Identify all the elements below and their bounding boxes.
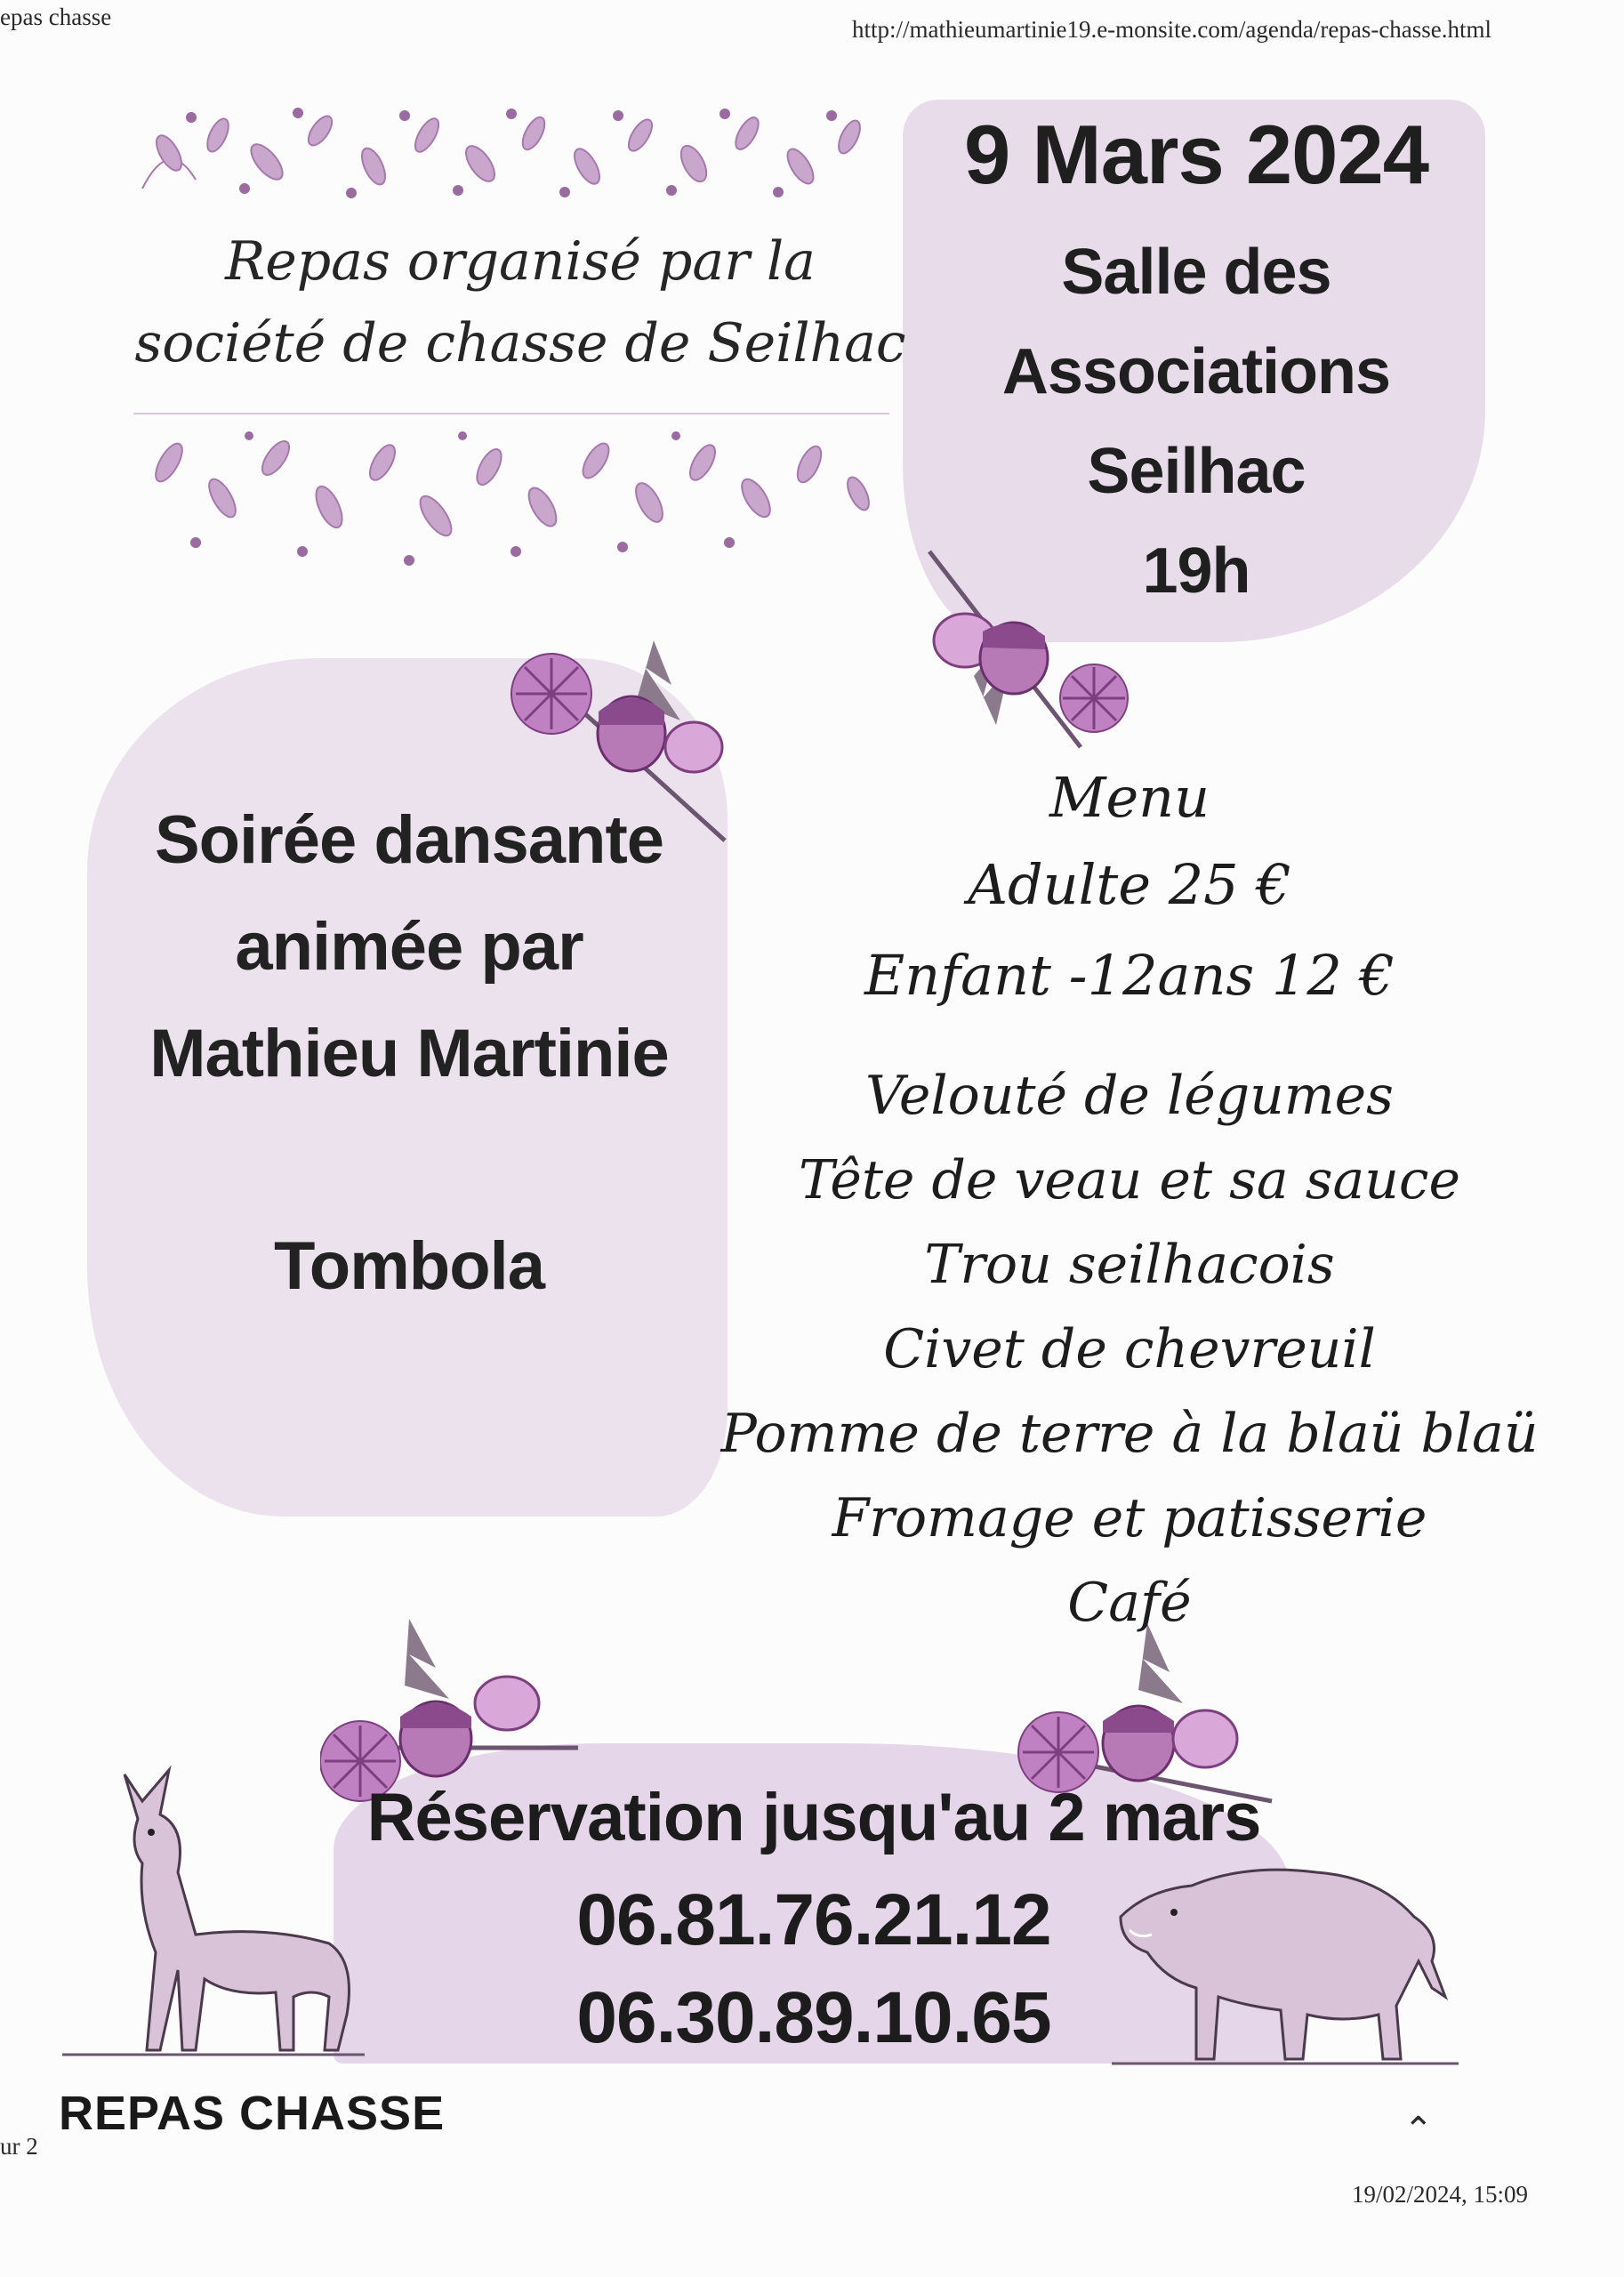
- phone-number-2: 06.30.89.10.65: [576, 1977, 1051, 2058]
- venue-line-3: Seilhac: [1087, 436, 1306, 507]
- deer-illustration: [53, 1748, 374, 2059]
- menu-dish: Velouté de légumes: [865, 1065, 1394, 1127]
- menu-dish: Trou seilhacois: [924, 1234, 1335, 1296]
- price-child: Enfant -12ans 12 €: [864, 943, 1395, 1008]
- event-time: 19h: [1142, 535, 1250, 607]
- menu-dish: Café: [1067, 1572, 1192, 1634]
- venue-line-2: Associations: [1001, 336, 1391, 407]
- entertainment-text: [107, 787, 712, 1107]
- organizer-line-1: Repas organisé par la: [225, 230, 816, 293]
- print-datetime: 19/02/2024, 15:09: [1352, 2181, 1529, 2208]
- entertainment-line-2: animée par: [235, 909, 583, 985]
- event-date: 9 Mars 2024: [963, 108, 1429, 201]
- menu-title: Menu: [1049, 765, 1210, 830]
- menu-dish: Civet de chevreuil: [883, 1318, 1376, 1380]
- entertainment-line-1: Soirée dansante: [154, 802, 664, 878]
- acorn-thistle-decoration-1: [912, 543, 1152, 756]
- menu-dish: Fromage et patisserie: [832, 1487, 1427, 1549]
- reservation-title: Réservation jusqu'au 2 mars: [366, 1780, 1261, 1855]
- chevron-up-icon: ⌃: [1403, 2111, 1434, 2150]
- organizer-line-2: société de chasse de Seilhac: [134, 312, 906, 374]
- page-number: ur 2: [0, 2133, 38, 2160]
- menu-dish: Pomme de terre à la blaü blaü: [720, 1403, 1539, 1465]
- page-url: http://mathieumartinie19.e-monsite.com/agenda/repas-chasse.html: [852, 16, 1492, 43]
- menu-dish: Tête de veau et sa sauce: [798, 1149, 1461, 1211]
- entertainment-line-3: Mathieu Martinie: [149, 1016, 669, 1091]
- organizer-text: [120, 221, 921, 384]
- leaf-border-top: [133, 82, 889, 215]
- footer-brand: REPAS CHASSE: [59, 2087, 446, 2140]
- price-adult: Adulte 25 €: [968, 852, 1291, 917]
- phone-number-1: 06.81.76.21.12: [576, 1879, 1051, 1960]
- tombola-text: Tombola: [273, 1228, 544, 1304]
- leaf-border-bottom: [133, 409, 889, 587]
- browser-page-title: epas chasse: [0, 4, 112, 30]
- menu-dishes: [685, 1054, 1574, 1645]
- venue-line-1: Salle des: [1061, 237, 1331, 308]
